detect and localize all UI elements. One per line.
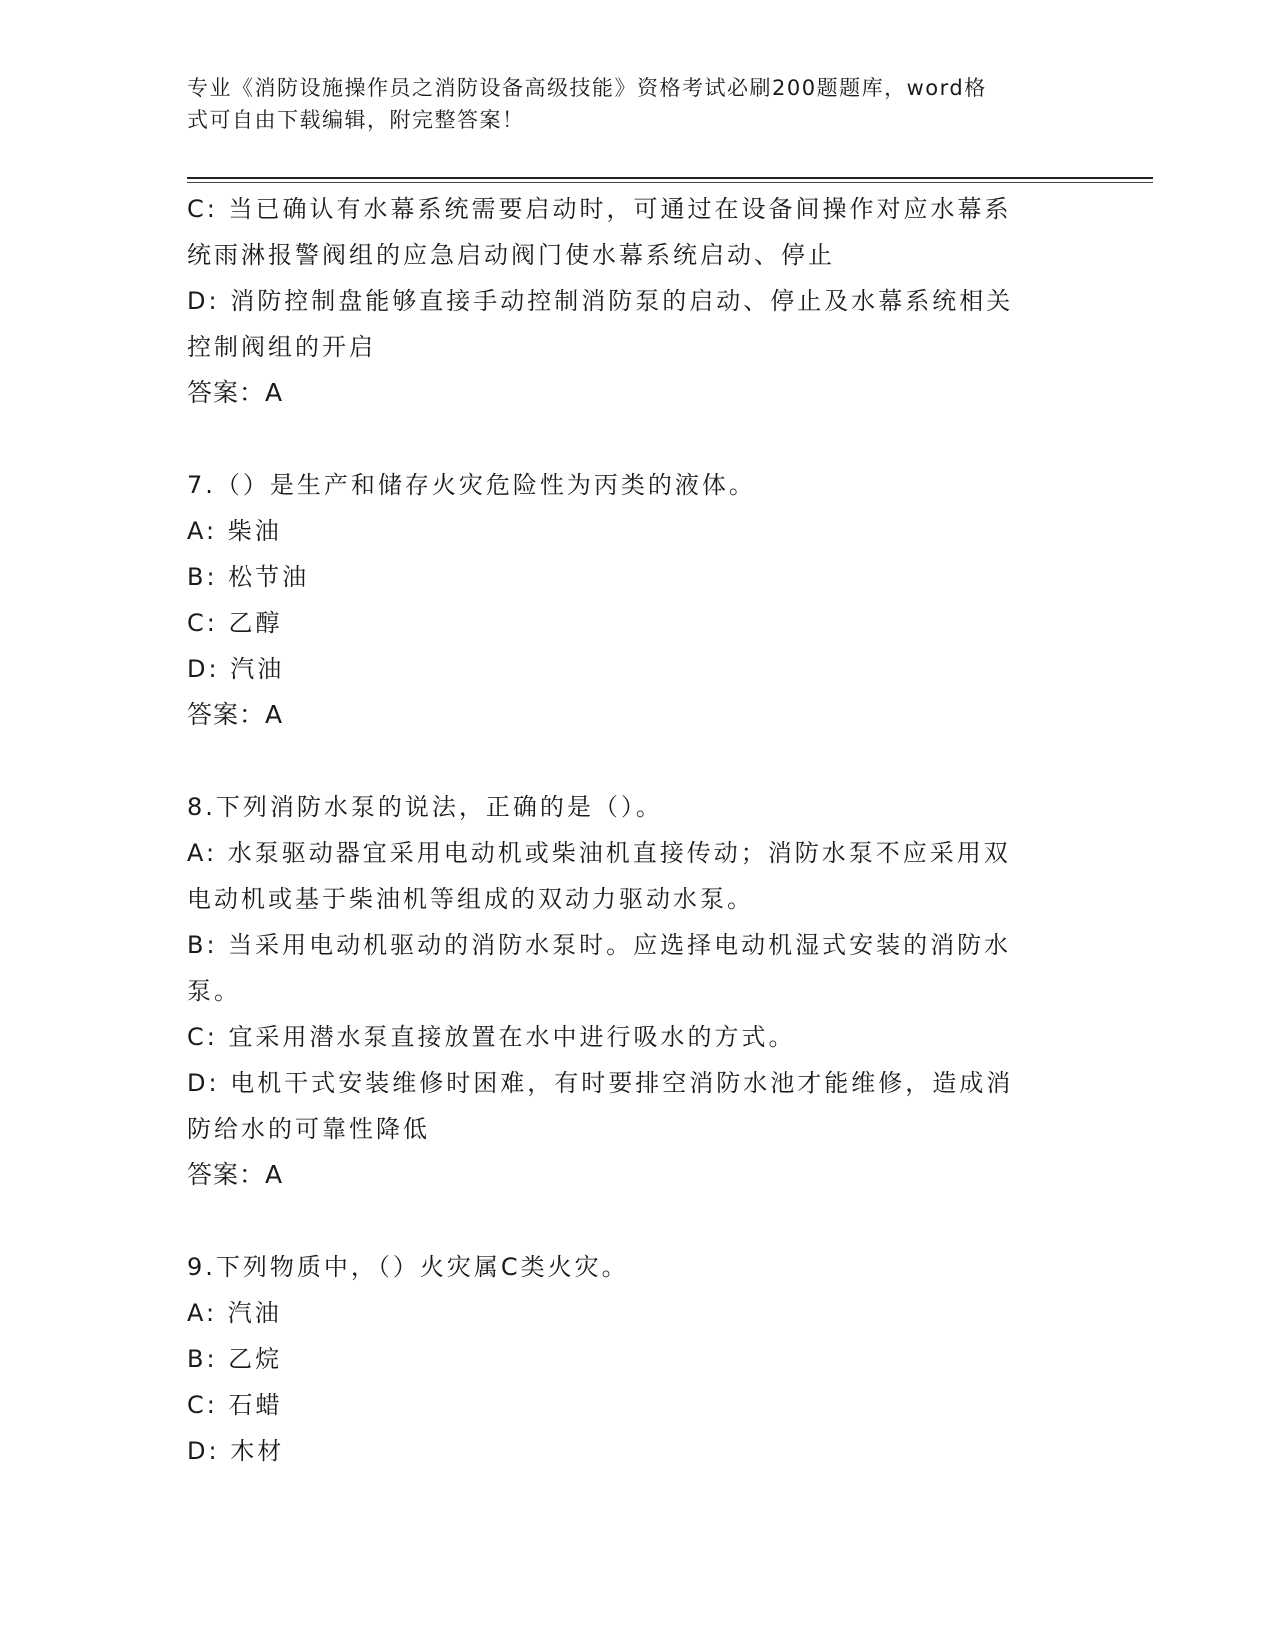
- option-a-line-1: A: 水泵驱动器宜采用电动机或柴油机直接传动；消防水泵不应采用双: [187, 839, 1011, 867]
- option-b: B: 乙烷: [187, 1345, 283, 1373]
- answer-line: 答案：A: [187, 378, 284, 407]
- answer-line: 答案：A: [187, 1160, 284, 1189]
- option-d-line-1: D: 消防控制盘能够直接手动控制消防泵的启动、停止及水幕系统相关: [187, 287, 1014, 315]
- question-text: 7.（）是生产和储存火灾危险性为丙类的液体。: [187, 471, 756, 499]
- option-a: A: 汽油: [187, 1299, 282, 1327]
- option-c: C: 乙醇: [187, 609, 283, 637]
- question-text: 8.下列消防水泵的说法，正确的是（）。: [187, 793, 663, 821]
- spacer: [187, 1198, 1067, 1244]
- option-a-line-2: 电动机或基于柴油机等组成的双动力驱动水泵。: [187, 885, 754, 913]
- option-c-line-2: 统雨淋报警阀组的应急启动阀门使水幕系统启动、停止: [187, 241, 835, 269]
- question-9: [187, 1244, 1067, 1474]
- option-d-line-2: 控制阀组的开启: [187, 333, 376, 361]
- question-8: [187, 784, 1067, 1198]
- header-divider-thick: [187, 177, 1153, 179]
- option-b-line-1: B: 当采用电动机驱动的消防水泵时。应选择电动机湿式安装的消防水: [187, 931, 1012, 959]
- question-7: [187, 462, 1067, 738]
- option-c: C: 宜采用潜水泵直接放置在水中进行吸水的方式。: [187, 1023, 796, 1051]
- spacer: [187, 416, 1067, 462]
- question-text: 9.下列物质中，（）火灾属C类火灾。: [187, 1253, 629, 1281]
- header-divider-thin: [187, 182, 1153, 183]
- option-b: B: 松节油: [187, 563, 310, 591]
- question-list: [187, 186, 1067, 1474]
- option-d: D: 木材: [187, 1437, 285, 1465]
- header-line-2: 式可自由下载编辑，附完整答案！: [187, 108, 525, 132]
- option-d-line-1: D: 电机干式安装维修时困难，有时要排空消防水池才能维修，造成消: [187, 1069, 1014, 1097]
- option-a: A: 柴油: [187, 517, 282, 545]
- spacer: [187, 738, 1067, 784]
- question-6-continued: [187, 186, 1067, 416]
- header-line-1: 专业《消防设施操作员之消防设备高级技能》资格考试必刷200题题库，word格: [187, 76, 987, 100]
- option-c: C: 石蜡: [187, 1391, 283, 1419]
- document-header: [187, 72, 1067, 136]
- answer-line: 答案：A: [187, 700, 284, 729]
- option-b-line-2: 泵。: [187, 977, 241, 1005]
- option-d-line-2: 防给水的可靠性降低: [187, 1115, 430, 1143]
- option-d: D: 汽油: [187, 655, 285, 683]
- option-c-line-1: C: 当已确认有水幕系统需要启动时，可通过在设备间操作对应水幕系: [187, 195, 1012, 223]
